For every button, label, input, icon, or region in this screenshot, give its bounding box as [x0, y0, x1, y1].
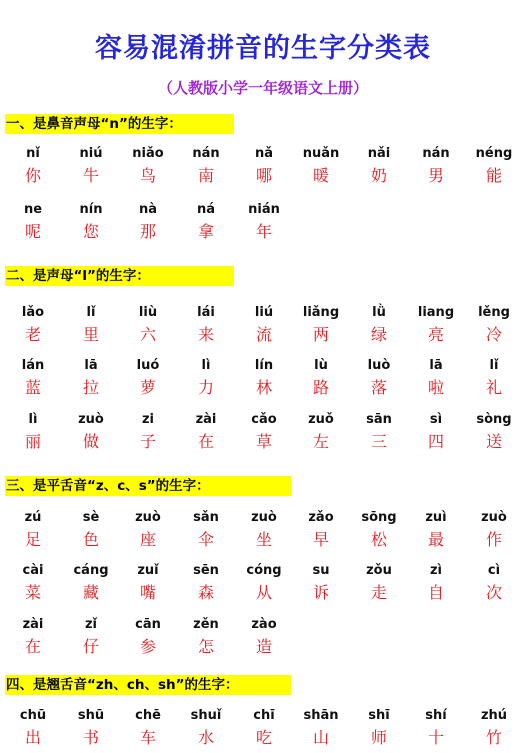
section-heading-nasal-n: 一、是鼻音声母“n”的生字： — [5, 114, 234, 134]
hanzi-character: 车 — [139, 728, 156, 747]
char-cell — [349, 412, 409, 452]
char-row — [0, 708, 526, 753]
pinyin-label: nǐ — [26, 146, 40, 161]
hanzi-character: 啦 — [427, 378, 444, 397]
section-heading-retroflex: 四、是翘舌音“zh、ch、sh”的生字： — [5, 675, 291, 695]
hanzi-character: 师 — [370, 728, 387, 747]
char-cell — [291, 412, 351, 452]
section-heading-initial-l: 二、是声母“l”的生字： — [5, 266, 234, 286]
char-cell — [176, 358, 236, 398]
hanzi-character: 竹 — [485, 728, 502, 747]
hanzi-character: 礼 — [485, 378, 502, 397]
pinyin-label: nián — [248, 202, 280, 217]
pinyin-label: zú — [24, 510, 42, 525]
char-cell — [406, 305, 466, 345]
char-cell — [406, 708, 466, 748]
hanzi-character: 林 — [255, 378, 272, 397]
hanzi-character: 萝 — [139, 378, 156, 397]
pinyin-label: liú — [254, 305, 274, 320]
pinyin-label: lǎo — [21, 305, 45, 320]
pinyin-label: nǎi — [367, 146, 391, 161]
char-cell — [464, 358, 524, 398]
char-cell — [349, 708, 409, 748]
pinyin-label: luó — [136, 358, 160, 373]
char-cell — [61, 617, 121, 657]
hanzi-character: 你 — [24, 166, 41, 185]
pinyin-label: zhú — [480, 708, 508, 723]
hanzi-character: 色 — [82, 530, 99, 549]
pinyin-label: zì — [429, 563, 443, 578]
char-cell — [464, 146, 524, 186]
hanzi-character: 从 — [255, 583, 272, 602]
pinyin-label: cáng — [73, 563, 109, 578]
pinyin-label: ne — [23, 202, 43, 217]
hanzi-character: 书 — [82, 728, 99, 747]
hanzi-character: 伞 — [197, 530, 214, 549]
hanzi-character: 四 — [427, 432, 444, 451]
pinyin-label: sòng — [476, 412, 512, 427]
char-cell — [176, 412, 236, 452]
char-cell — [61, 563, 121, 603]
hanzi-character: 左 — [312, 432, 329, 451]
hanzi-character: 出 — [24, 728, 41, 747]
hanzi-character: 足 — [24, 530, 41, 549]
char-cell — [464, 563, 524, 603]
hanzi-character: 鸟 — [139, 166, 156, 185]
pinyin-label: zǐ — [84, 617, 98, 632]
pinyin-label: zěn — [193, 617, 219, 632]
pinyin-label: liǎng — [302, 305, 340, 320]
char-cell — [234, 510, 294, 550]
pinyin-label: zuǐ — [137, 563, 159, 578]
hanzi-character: 送 — [485, 432, 502, 451]
page-subtitle: （人教版小学一年级语文上册） — [157, 79, 368, 97]
hanzi-character: 您 — [82, 222, 99, 241]
pinyin-label: sì — [429, 412, 443, 427]
char-cell — [3, 563, 63, 603]
char-row — [0, 510, 526, 555]
char-cell — [61, 708, 121, 748]
pinyin-label: zào — [251, 617, 277, 632]
char-row — [0, 146, 526, 191]
char-cell — [464, 510, 524, 550]
char-cell — [234, 617, 294, 657]
pinyin-label: lā — [429, 358, 443, 373]
char-cell — [3, 358, 63, 398]
char-row — [0, 202, 526, 247]
pinyin-label: zuò — [481, 510, 507, 525]
hanzi-character: 三 — [370, 432, 387, 451]
pinyin-label: cài — [22, 563, 44, 578]
hanzi-character: 呢 — [24, 222, 41, 241]
char-cell — [349, 358, 409, 398]
hanzi-character: 山 — [312, 728, 329, 747]
hanzi-character: 造 — [255, 637, 272, 656]
hanzi-character: 丽 — [24, 432, 41, 451]
pinyin-label: niú — [79, 146, 103, 161]
pinyin-label: lù — [314, 358, 328, 373]
pinyin-label: cǎo — [251, 412, 277, 427]
pinyin-label: niǎo — [132, 146, 164, 161]
char-cell — [234, 563, 294, 603]
char-cell — [349, 305, 409, 345]
hanzi-character: 怎 — [197, 637, 214, 656]
hanzi-character: 能 — [485, 166, 502, 185]
pinyin-label: shí — [425, 708, 447, 723]
hanzi-character: 来 — [197, 325, 214, 344]
hanzi-character: 在 — [24, 637, 41, 656]
pinyin-label: nán — [192, 146, 220, 161]
char-cell — [61, 358, 121, 398]
hanzi-character: 里 — [82, 325, 99, 344]
hanzi-character: 最 — [427, 530, 444, 549]
pinyin-label: zuò — [135, 510, 161, 525]
char-cell — [118, 617, 178, 657]
char-row — [0, 412, 526, 457]
hanzi-character: 拉 — [82, 378, 99, 397]
char-cell — [349, 146, 409, 186]
hanzi-character: 十 — [427, 728, 444, 747]
char-row — [0, 358, 526, 403]
hanzi-character: 男 — [427, 166, 444, 185]
char-cell — [3, 146, 63, 186]
pinyin-label: lì — [28, 412, 38, 427]
hanzi-character: 嘴 — [139, 583, 156, 602]
char-cell — [3, 708, 63, 748]
pinyin-label: zuò — [251, 510, 277, 525]
pinyin-label: shuǐ — [190, 708, 222, 723]
hanzi-character: 吃 — [255, 728, 272, 747]
hanzi-character: 做 — [82, 432, 99, 451]
hanzi-character: 绿 — [370, 325, 387, 344]
char-cell — [118, 708, 178, 748]
pinyin-label: nuǎn — [302, 146, 340, 161]
hanzi-character: 仔 — [82, 637, 99, 656]
pinyin-label: luò — [367, 358, 391, 373]
hanzi-character: 水 — [197, 728, 214, 747]
char-cell — [3, 617, 63, 657]
char-cell — [291, 563, 351, 603]
hanzi-character: 冷 — [485, 325, 502, 344]
hanzi-character: 那 — [139, 222, 156, 241]
pinyin-label: shū — [77, 708, 105, 723]
char-cell — [61, 510, 121, 550]
pinyin-label: liù — [138, 305, 158, 320]
hanzi-character: 早 — [312, 530, 329, 549]
char-cell — [176, 202, 236, 242]
hanzi-character: 亮 — [427, 325, 444, 344]
pinyin-label: chī — [253, 708, 275, 723]
char-cell — [118, 563, 178, 603]
hanzi-character: 老 — [24, 325, 41, 344]
hanzi-character: 坐 — [255, 530, 272, 549]
char-cell — [61, 412, 121, 452]
pinyin-label: zuǒ — [308, 412, 334, 427]
char-cell — [234, 146, 294, 186]
char-cell — [3, 412, 63, 452]
hanzi-character: 流 — [255, 325, 272, 344]
hanzi-character: 子 — [139, 432, 156, 451]
char-cell — [234, 708, 294, 748]
char-cell — [3, 202, 63, 242]
char-cell — [234, 358, 294, 398]
hanzi-character: 走 — [370, 583, 387, 602]
char-cell — [291, 358, 351, 398]
char-cell — [291, 708, 351, 748]
char-row — [0, 563, 526, 608]
pinyin-label: sǎn — [193, 510, 219, 525]
pinyin-label: chū — [19, 708, 47, 723]
char-cell — [176, 563, 236, 603]
pinyin-label: sān — [366, 412, 392, 427]
char-cell — [349, 510, 409, 550]
char-cell — [464, 708, 524, 748]
pinyin-label: nǎ — [254, 146, 274, 161]
char-cell — [61, 305, 121, 345]
char-cell — [118, 510, 178, 550]
section-heading-flat-tongue: 三、是平舌音“z、c、s”的生字： — [5, 476, 291, 496]
hanzi-character: 自 — [427, 583, 444, 602]
hanzi-character: 哪 — [255, 166, 272, 185]
pinyin-label: lán — [21, 358, 45, 373]
hanzi-character: 力 — [197, 378, 214, 397]
char-cell — [349, 563, 409, 603]
hanzi-character: 在 — [197, 432, 214, 451]
hanzi-character: 藏 — [82, 583, 99, 602]
pinyin-label: sōng — [361, 510, 397, 525]
pinyin-label: lā — [84, 358, 98, 373]
char-cell — [234, 412, 294, 452]
pinyin-label: zài — [195, 412, 217, 427]
pinyin-label: lì — [201, 358, 211, 373]
pinyin-label: chē — [135, 708, 161, 723]
pinyin-label: lín — [254, 358, 274, 373]
pinyin-label: zi — [141, 412, 155, 427]
pinyin-label: zuò — [78, 412, 104, 427]
char-cell — [176, 617, 236, 657]
hanzi-character: 牛 — [82, 166, 99, 185]
hanzi-character: 两 — [312, 325, 329, 344]
hanzi-character: 森 — [197, 583, 214, 602]
hanzi-character: 六 — [139, 325, 156, 344]
char-cell — [406, 510, 466, 550]
hanzi-character: 南 — [197, 166, 214, 185]
char-cell — [406, 563, 466, 603]
pinyin-label: ná — [196, 202, 216, 217]
char-cell — [118, 146, 178, 186]
char-cell — [406, 146, 466, 186]
char-cell — [118, 305, 178, 345]
char-cell — [61, 202, 121, 242]
hanzi-character: 蓝 — [24, 378, 41, 397]
hanzi-character: 拿 — [197, 222, 214, 241]
hanzi-character: 作 — [485, 530, 502, 549]
char-cell — [118, 412, 178, 452]
hanzi-character: 年 — [255, 222, 272, 241]
pinyin-label: zǎo — [308, 510, 334, 525]
pinyin-label: lǐ — [86, 305, 96, 320]
hanzi-character: 落 — [370, 378, 387, 397]
pinyin-label: lái — [197, 305, 215, 320]
pinyin-label: cóng — [246, 563, 282, 578]
pinyin-label: lǐ — [489, 358, 499, 373]
char-cell — [234, 305, 294, 345]
hanzi-character: 奶 — [370, 166, 387, 185]
pinyin-label: néng — [475, 146, 513, 161]
char-cell — [3, 510, 63, 550]
char-cell — [406, 412, 466, 452]
hanzi-character: 座 — [139, 530, 156, 549]
hanzi-character: 次 — [485, 583, 502, 602]
pinyin-label: lěng — [478, 305, 510, 320]
char-cell — [234, 202, 294, 242]
char-cell — [118, 202, 178, 242]
char-cell — [176, 146, 236, 186]
pinyin-label: cì — [487, 563, 501, 578]
hanzi-character: 暖 — [312, 166, 329, 185]
hanzi-character: 诉 — [312, 583, 329, 602]
pinyin-label: sè — [82, 510, 100, 525]
pinyin-label: shān — [303, 708, 339, 723]
pinyin-label: zuì — [425, 510, 447, 525]
pinyin-label: lǜ — [372, 305, 386, 320]
char-cell — [176, 708, 236, 748]
hanzi-character: 草 — [255, 432, 272, 451]
char-cell — [291, 146, 351, 186]
pinyin-label: nà — [138, 202, 158, 217]
pinyin-label: nán — [422, 146, 450, 161]
pinyin-label: shī — [368, 708, 390, 723]
char-cell — [464, 305, 524, 345]
char-cell — [61, 146, 121, 186]
page-title: 容易混淆拼音的生字分类表 — [95, 33, 431, 64]
hanzi-character: 参 — [139, 637, 156, 656]
char-cell — [291, 305, 351, 345]
pinyin-label: liang — [417, 305, 455, 320]
pinyin-label: zǒu — [366, 563, 392, 578]
pinyin-label: nín — [79, 202, 103, 217]
pinyin-label: zài — [22, 617, 44, 632]
char-row — [0, 617, 526, 662]
char-cell — [464, 412, 524, 452]
char-cell — [176, 305, 236, 345]
char-cell — [176, 510, 236, 550]
hanzi-character: 路 — [312, 378, 329, 397]
hanzi-character: 松 — [370, 530, 387, 549]
char-row — [0, 305, 526, 350]
pinyin-label: cān — [135, 617, 161, 632]
char-cell — [291, 510, 351, 550]
pinyin-label: sēn — [193, 563, 219, 578]
pinyin-label: su — [312, 563, 330, 578]
hanzi-character: 菜 — [24, 583, 41, 602]
char-cell — [118, 358, 178, 398]
char-cell — [406, 358, 466, 398]
char-cell — [3, 305, 63, 345]
